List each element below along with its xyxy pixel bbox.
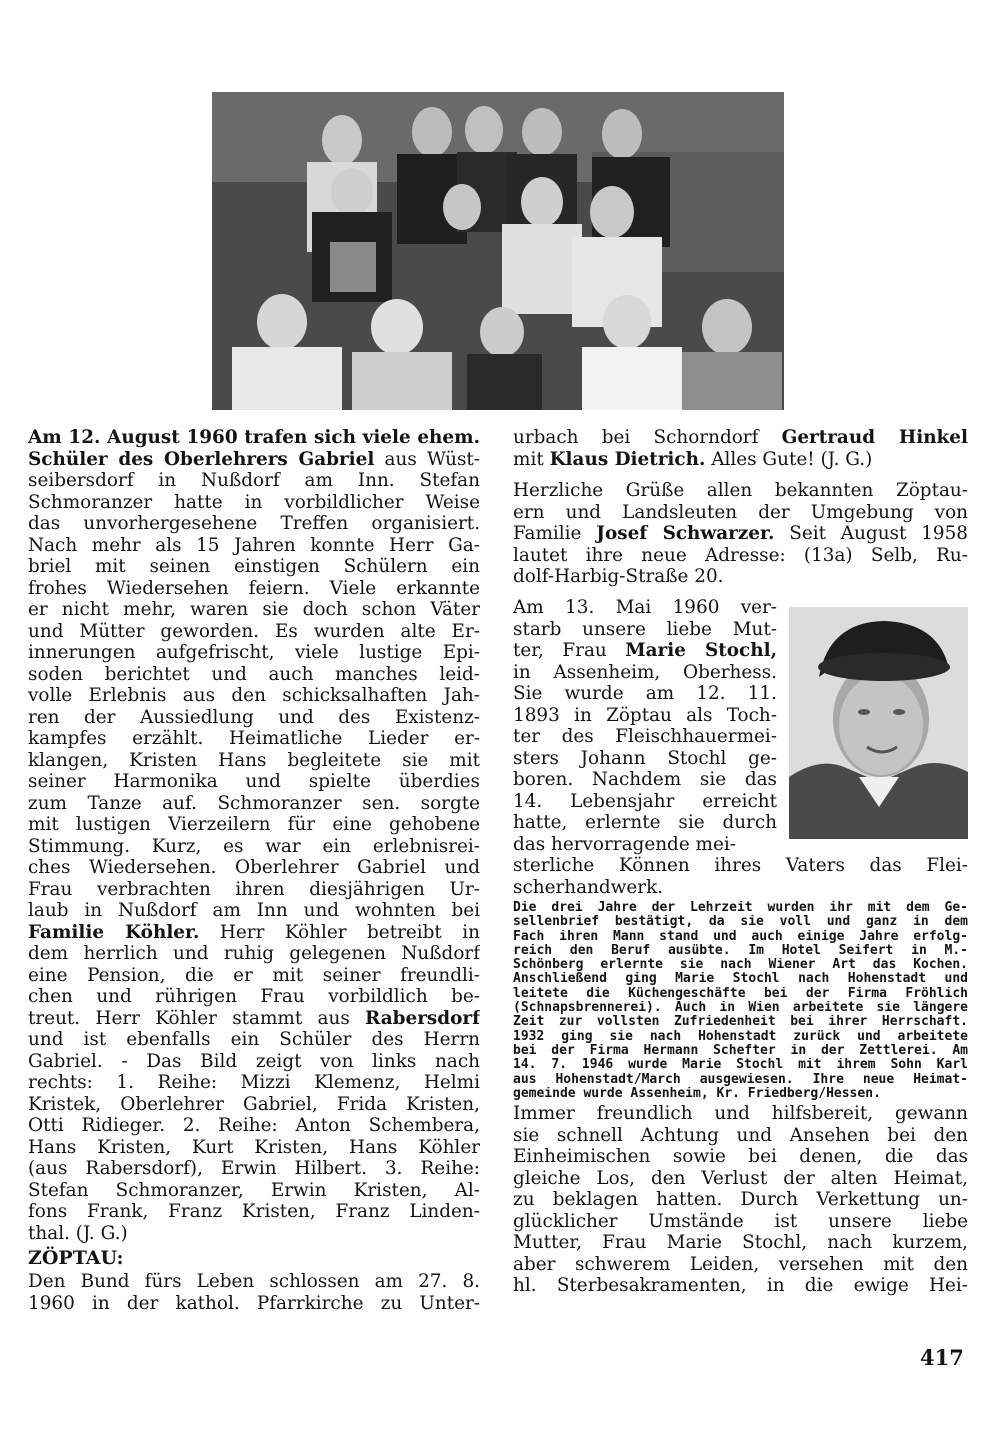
caption-line: Kristek, Oberlehrer Gabriel, Frida Kristen,: [28, 1093, 480, 1115]
small-print-line: Zeit zur vollsten Zufriedenheit bei ihrer Herrschaft.: [513, 1015, 968, 1030]
small-print-line: leitete die Küchengeschäfte bei der Firma Fröhlich: [513, 986, 968, 1001]
small-print-line: Die drei Jahre der Lehrzeit wurden ihr mit dem Ge-: [513, 901, 968, 915]
small-print-line: (Schnapsbrennerei). Auch in Wien arbeitete sie längere: [513, 1001, 968, 1016]
caption-line: Stefan Schmoranzer, Erwin Kristen, Al-: [28, 1179, 480, 1201]
greetings-line: Herzliche Grüße allen bekannten Zöptau-: [513, 480, 968, 501]
obituary-small-print: [513, 901, 968, 1101]
closing-line: gleiche Los, den Verlust der alten Heimat,: [513, 1167, 968, 1189]
wedding-announcement: [28, 1271, 480, 1314]
wedding-cont-line: mit Klaus Dietrich. Alles Gute! (J. G.): [513, 448, 873, 470]
closing-line: glücklicher Umstände ist unsere liebe: [513, 1210, 968, 1232]
caption-line: chen und rührigen Frau vorbildlich be-: [28, 986, 480, 1007]
obituary-closing: [513, 1103, 968, 1297]
caption-line: Frau verbrachten ihren diesjährigen Ur-: [28, 878, 480, 900]
wedding-cont-line: urbach bei Schorndorf Gertraud Hinkel: [513, 427, 968, 448]
small-print-line: 14. 7. 1946 wurde Marie Stochl mit ihrem Sohn Karl: [513, 1058, 968, 1073]
caption-line: und Mütter geworden. Es wurden alte Er-: [28, 620, 480, 642]
obituary-line: 1893 in Zöptau als Toch-: [513, 704, 777, 726]
caption-line: Schüler des Oberlehrers Gabriel aus Wüst-: [28, 448, 480, 470]
page-number: 417: [920, 1345, 964, 1370]
caption-line: Familie Köhler. Herr Köhler betreibt in: [28, 921, 480, 943]
obituary-continuation: [513, 855, 968, 898]
closing-line: Immer freundlich und hilfsbereit, gewann: [513, 1103, 968, 1125]
caption-line: kampfes erzählt. Heimatliche Lieder er-: [28, 728, 480, 749]
caption-line: dem herrlich und ruhig gelegenen Nußdorf: [28, 943, 480, 964]
caption-line: mit lustigen Vierzeilern für eine gehobene: [28, 814, 480, 835]
greetings-line: lautet ihre neue Adresse: (13a) Selb, Ru-: [513, 544, 968, 566]
right-column-top: [513, 427, 968, 588]
small-print-line: gemeinde wurde Assenheim, Kr. Friedberg/Hessen.: [513, 1086, 881, 1101]
caption-line: Schmoranzer hatte in vorbildlicher Weise: [28, 491, 480, 513]
obituary-narrow-text: [513, 597, 777, 855]
caption-line: frohes Wiedersehen feiern. Viele erkannte: [28, 577, 480, 599]
obituary-line: sters Johann Stochl ge-: [513, 747, 777, 769]
obituary-lower-text: [513, 855, 968, 1297]
caption-line: klangen, Kristen Hans begleitete sie mit: [28, 749, 480, 771]
greetings-line: ern und Landsleuten der Umgebung von: [513, 501, 968, 523]
caption-line: laub in Nußdorf am Inn und wohnten bei: [28, 900, 480, 921]
greetings-line: dolf-Harbig-Straße 20.: [513, 566, 724, 587]
closing-line: sie schnell Achtung und Ansehen bei den: [513, 1124, 968, 1146]
caption-line: Stimmung. Kurz, es war ein erlebnisrei-: [28, 835, 480, 857]
caption-line: innerungen aufgefrischt, viele lustige Epi-: [28, 642, 480, 663]
group-photo: [212, 92, 784, 410]
caption-line: seiner Harmonika und spielte überdies: [28, 771, 480, 792]
group-photo-graphic: [212, 92, 784, 410]
caption-line: und ist ebenfalls ein Schüler des Herrn: [28, 1029, 480, 1050]
caption-line: er nicht mehr, waren sie doch schon Väter: [28, 599, 480, 620]
caption-line: briel mit seinen einstigen Schülern ein: [28, 556, 480, 577]
obituary-line: starb unsere liebe Mut-: [513, 618, 777, 640]
small-print-line: 1932 ging sie nach Hohenstadt zurück und arbeitete: [513, 1029, 968, 1044]
caption-line: Hans Kristen, Kurt Kristen, Hans Köhler: [28, 1136, 480, 1158]
portrait-graphic: [789, 607, 968, 839]
obituary-line: Sie wurde am 12. 11.: [513, 683, 777, 704]
wedding-line: Den Bund fürs Leben schlossen am 27. 8.: [28, 1271, 480, 1292]
closing-line: zu beklagen hatten. Durch Verkettung un-: [513, 1189, 968, 1211]
caption-line: thal. (J. G.): [28, 1222, 128, 1244]
small-print-line: Fach ihren Mann stand und auch einige Jahre erfolg-: [513, 929, 968, 944]
caption-line: zum Tanze auf. Schmoranzer sen. sorgte: [28, 792, 480, 814]
closing-line: aber schwerem Leiden, versehen mit den: [513, 1253, 968, 1275]
obituary-line: 14. Lebensjahr erreicht: [513, 790, 777, 812]
small-print-line: bei der Firma Hermann Schefter in der Zettlerei. Am: [513, 1043, 968, 1058]
closing-line: Einheimischen sowie bei denen, die das: [513, 1146, 968, 1168]
wedding-line: 1960 in der kathol. Pfarrkirche zu Unter-: [28, 1292, 480, 1314]
obituary-line: in Assenheim, Oberhess.: [513, 661, 777, 683]
obituary-line: boren. Nachdem sie das: [513, 769, 777, 790]
caption-line: volle Erlebnis aus den schicksalhaften Jah-: [28, 685, 480, 706]
caption-line: das unvorhergesehene Treffen organisiert.: [28, 513, 480, 534]
caption-text: [28, 427, 480, 1244]
small-print-line: Schönberg erlernte sie nach Wiener Art das Kochen.: [513, 958, 968, 973]
caption-line: fons Frank, Franz Kristen, Franz Linden-: [28, 1201, 480, 1222]
greetings-line: Familie Josef Schwarzer. Seit August 1958: [513, 523, 968, 544]
wedding-continuation: [513, 427, 968, 470]
caption-line: (aus Rabersdorf), Erwin Hilbert. 3. Reihe:: [28, 1158, 480, 1179]
caption-line: Nach mehr als 15 Jahren konnte Herr Ga-: [28, 534, 480, 556]
obituary-line: sterliche Können ihres Vaters das Flei-: [513, 855, 968, 876]
obituary-line: ter des Fleischhauermei-: [513, 726, 777, 747]
obituary-opening: [513, 597, 777, 855]
obituary-line: ter, Frau Marie Stochl,: [513, 640, 777, 661]
caption-line: rechts: 1. Reihe: Mizzi Klemenz, Helmi: [28, 1072, 480, 1093]
caption-line: eine Pension, die er mit seiner freundli-: [28, 964, 480, 986]
greetings-paragraph: [513, 480, 968, 588]
section-heading-zoeptau: ZÖPTAU:: [28, 1247, 124, 1269]
caption-line: seibersdorf in Nußdorf am Inn. Stefan: [28, 470, 480, 491]
caption-line: treut. Herr Köhler stammt aus Rabersdorf: [28, 1007, 480, 1029]
small-print-line: reich den Beruf ausübte. Im Hotel Seifert in M.-: [513, 943, 968, 958]
caption-line: Otti Ridieger. 2. Reihe: Anton Schembera,: [28, 1115, 480, 1136]
portrait-photo: [789, 607, 968, 839]
small-print-line: sellenbrief bestätigt, da sie voll und ganz in dem: [513, 915, 968, 930]
obituary-line: hatte, erlernte sie durch: [513, 812, 777, 833]
closing-line: hl. Sterbesakramenten, in die ewige Hei-: [513, 1275, 968, 1297]
small-print-line: Anschließend ging Marie Stochl nach Hohenstadt und: [513, 972, 968, 987]
caption-line: soden berichtet und auch manches leid-: [28, 663, 480, 685]
left-column: [28, 427, 480, 1314]
closing-line: Mutter, Frau Marie Stochl, nach kurzem,: [513, 1232, 968, 1254]
caption-line: Gabriel. - Das Bild zeigt von links nach: [28, 1050, 480, 1072]
small-print-line: aus Hohenstadt/March ausgewiesen. Ihre neue Heimat-: [513, 1072, 968, 1087]
obituary-line: Am 13. Mai 1960 ver-: [513, 597, 777, 618]
caption-line: Am 12. August 1960 trafen sich viele ehem.: [28, 427, 480, 448]
caption-line: ches Wiedersehen. Oberlehrer Gabriel und: [28, 857, 480, 878]
caption-line: ren der Aussiedlung und des Existenz-: [28, 706, 480, 728]
obituary-line: das hervorragende mei-: [513, 833, 736, 855]
obituary-line: scherhandwerk.: [513, 876, 664, 898]
